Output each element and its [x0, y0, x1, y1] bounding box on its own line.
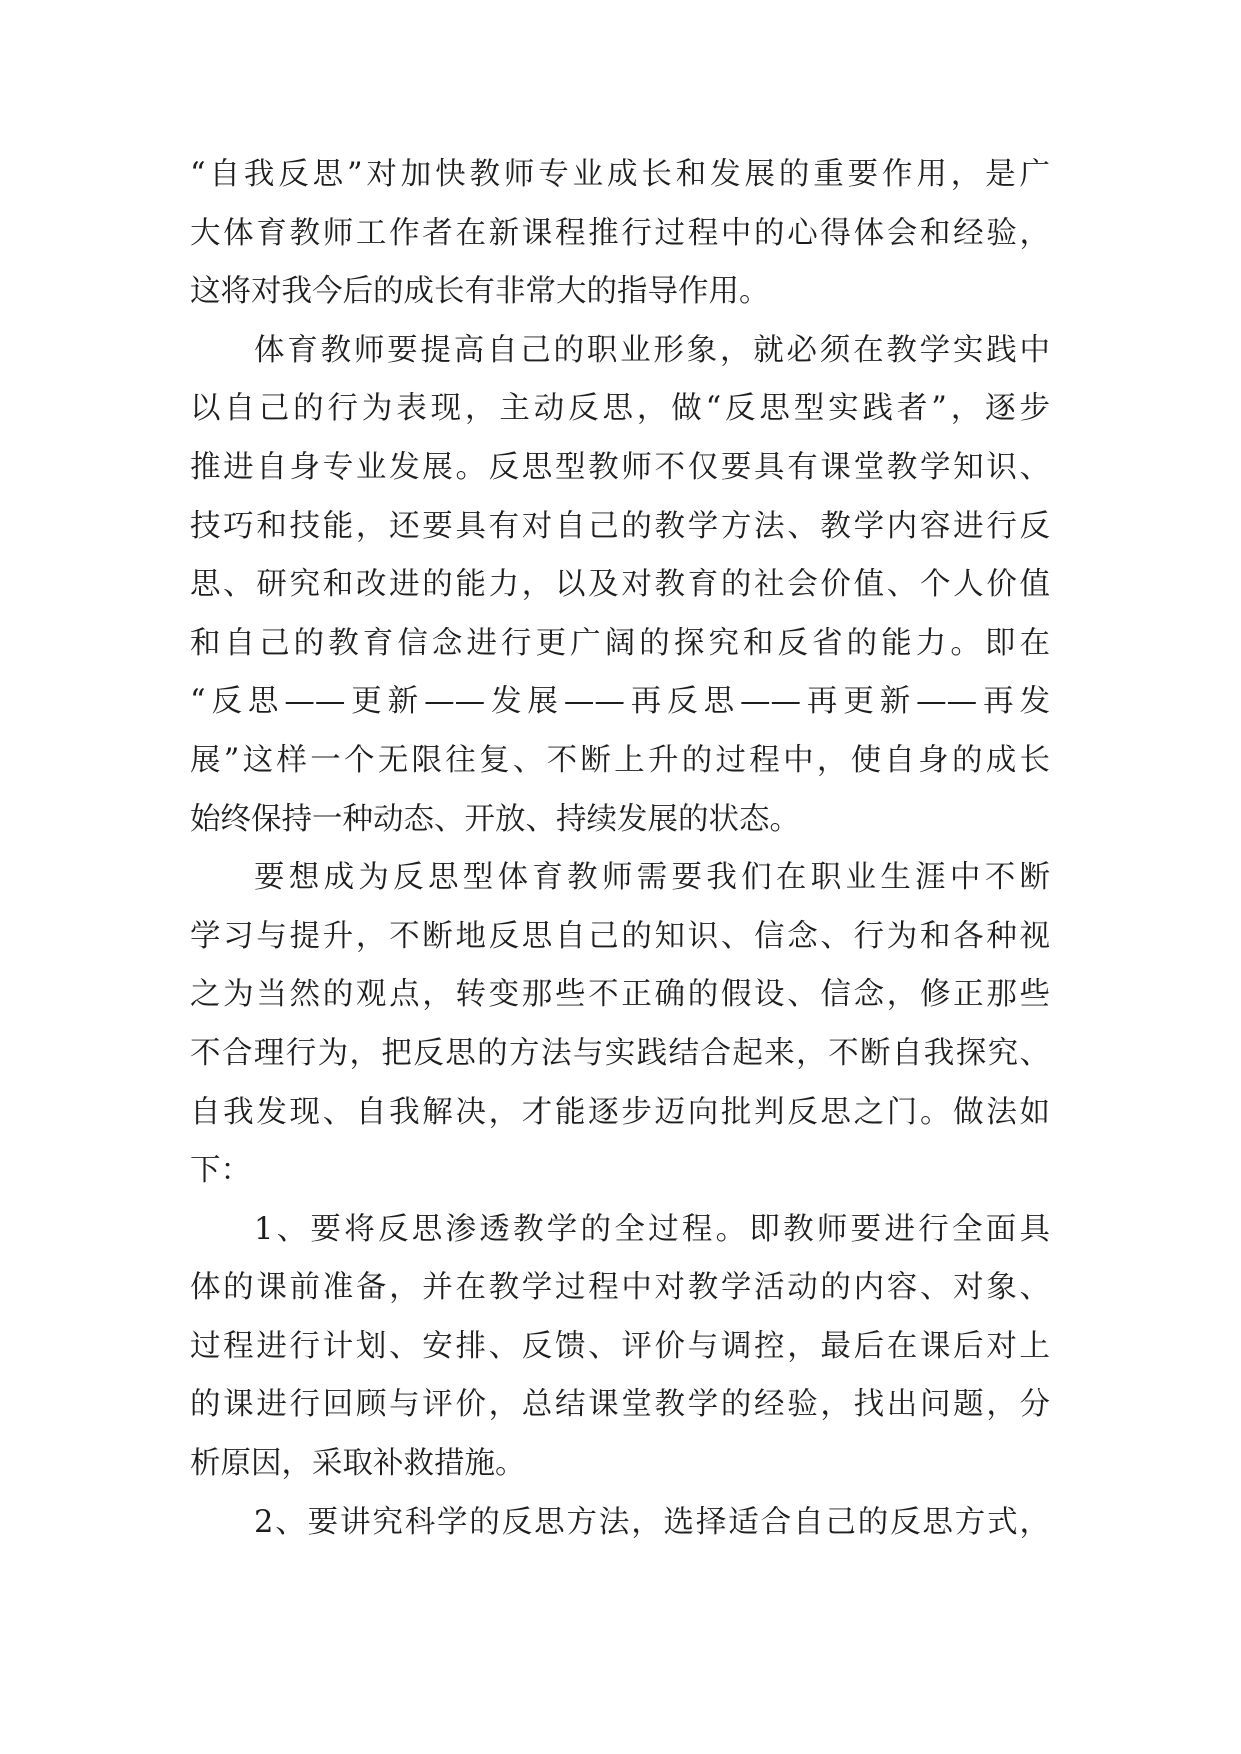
- text-line: 不合理行为，把反思的方法与实践结合起来，不断自我探究、: [190, 1035, 1050, 1071]
- text-line: 技巧和技能，还要具有对自己的教学方法、教学内容进行反: [190, 508, 1050, 544]
- text-line: 始终保持一种动态、开放、持续发展的状态。: [190, 801, 800, 837]
- text-line: “反思——更新——发展——再反思——再更新——再发: [190, 684, 1050, 720]
- text-line: “自我反思”对加快教师专业成长和发展的重要作用，是广: [190, 157, 1050, 192]
- text-line: 思、研究和改进的能力，以及对教育的社会价值、个人价值: [190, 567, 1050, 603]
- text-line: 要想成为反思型体育教师需要我们在职业生涯中不断: [254, 860, 1050, 896]
- text-line: 这将对我今后的成长有非常大的指导作用。: [190, 274, 770, 310]
- text-line: 2、要讲究科学的反思方法，选择适合自己的反思方式，: [254, 1504, 1050, 1540]
- text-line: 学习与提升，不断地反思自己的知识、信念、行为和各种视: [190, 918, 1050, 954]
- text-line: 体育教师要提高自己的职业形象，就必须在教学实践中: [254, 332, 1050, 368]
- text-line: 大体育教师工作者在新课程推行过程中的心得体会和经验，: [190, 215, 1050, 251]
- text-line: 体的课前准备，并在教学过程中对教学活动的内容、对象、: [190, 1270, 1050, 1306]
- text-line: 的课进行回顾与评价，总结课堂教学的经验，找出问题，分: [190, 1387, 1050, 1423]
- text-line: 和自己的教育信念进行更广阔的探究和反省的能力。即在: [190, 625, 1050, 661]
- document-body: [190, 146, 1050, 1552]
- text-line: 下：: [190, 1153, 251, 1189]
- text-line: 以自己的行为表现，主动反思，做“反思型实践者”，逐步: [190, 391, 1050, 427]
- text-line: 展”这样一个无限往复、不断上升的过程中，使自身的成长: [190, 742, 1050, 778]
- text-line: 之为当然的观点，转变那些不正确的假设、信念，修正那些: [190, 977, 1050, 1013]
- text-line: 推进自身专业发展。反思型教师不仅要具有课堂教学知识、: [190, 449, 1050, 485]
- text-line: 1、要将反思渗透教学的全过程。即教师要进行全面具: [254, 1211, 1050, 1247]
- text-line: 自我发现、自我解决，才能逐步迈向批判反思之门。做法如: [190, 1094, 1050, 1130]
- text-line: 过程进行计划、安排、反馈、评价与调控，最后在课后对上: [190, 1328, 1050, 1364]
- text-line: 析原因，采取补救措施。: [190, 1446, 526, 1482]
